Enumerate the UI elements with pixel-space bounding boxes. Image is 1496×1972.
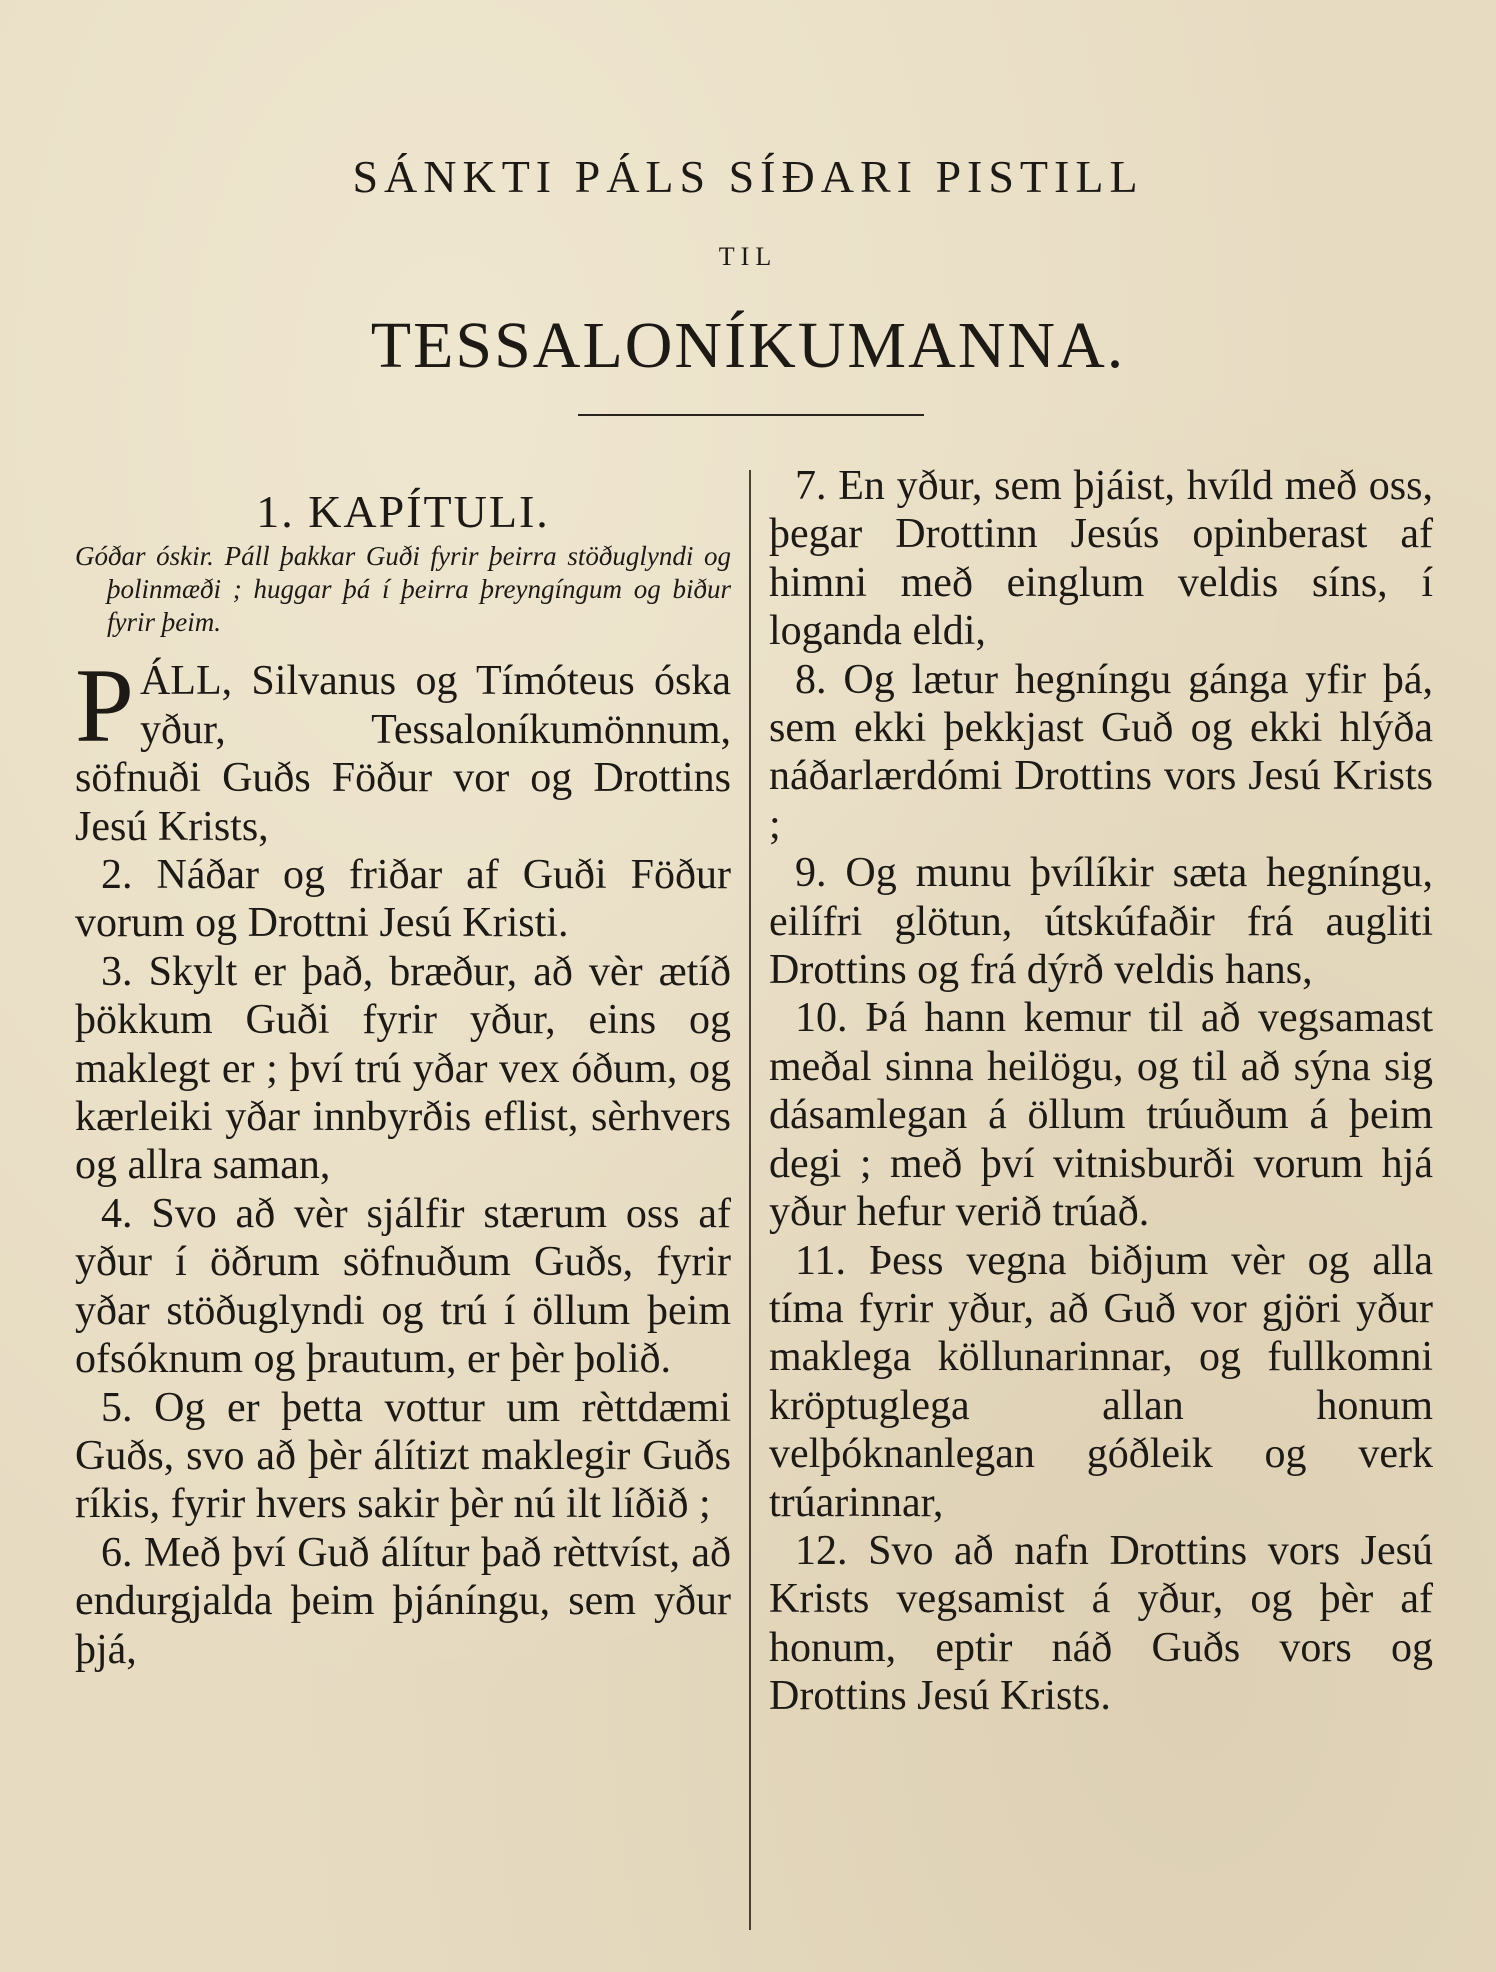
title-til: TIL: [718, 242, 778, 271]
verse-1-text: ÁLL, Silvanus og Tímóteus óska yður, Tessaloníkumönnum, söfnuði Guðs Föður vor og Drottins Jesú Krists,: [75, 658, 731, 850]
column-divider: [749, 470, 751, 1930]
recipient-title: TESSALONÍKUMANNA.: [370, 309, 1126, 382]
verse-7: 7. En yður, sem þjáist, hvíld með oss, þegar Drottinn Jesús opinberast af himni með einglum veldis síns, í loganda eldi,: [769, 463, 1433, 655]
verse-2: 2. Náðar og friðar af Guði Föður vorum og Drottni Jesú Kristi.: [75, 852, 731, 947]
right-column: [769, 462, 1433, 1721]
drop-cap: P: [75, 647, 134, 765]
chapter-heading: 1. KAPÍTULI.: [256, 486, 550, 537]
verse-4: 4. Svo að vèr sjálfir stærum oss af yður í öðrum söfnuðum Guðs, fyrir yðar stöðuglyndi og trú í öllum þeim ofsóknum og þrautum, er þèr þolið.: [75, 1190, 731, 1383]
left-column: [75, 462, 731, 1674]
verse-8: 8. Og lætur hegníngu gánga yfir þá, sem ekki þekkjast Guð og ekki hlýða náðarlærdómi Drottins vors Jesú Krists ;: [769, 656, 1433, 848]
verse-10: 10. Þá hann kemur til að vegsamast meðal sinna heilögu, og til að sýna sig dásamlegan á öllum trúuðum á þeim degi ; með því vitnisburði vorum hjá yður hefur verið trúað.: [769, 995, 1433, 1236]
verse-6: 6. Með því Guð álítur það rèttvíst, að endurgjalda þeim þjáníngu, sem yður þjá,: [75, 1529, 731, 1673]
verse-1: [75, 647, 731, 851]
verse-5: 5. Og er þetta vottur um rèttdæmi Guðs, svo að þèr álítizt maklegir Guðs ríkis, fyrir hvers sakir þèr nú ilt líðið ;: [75, 1384, 731, 1528]
verse-9: 9. Og munu þvílíkir sæta hegníngu, eilífri glötun, útskúfaðir frá augliti Drottins og frá dýrð veldis hans,: [769, 850, 1433, 994]
verse-12: 12. Svo að nafn Drottins vors Jesú Krists vegsamist á yður, og þèr af honum, eptir náð Guðs vors og Drottins Jesú Krists.: [769, 1527, 1433, 1720]
epistle-title: SÁNKTI PÁLS SÍÐARI PISTILL: [352, 151, 1144, 202]
verse-11: 11. Þess vegna biðjum vèr og alla tíma fyrir yður, að Guð vor gjöri yður maklega köllunarinnar, og fullkomni kröptuglega allan honum velþóknanlegan góðleik og verk trúarinnar,: [769, 1237, 1433, 1526]
verse-3: 3. Skylt er það, bræður, að vèr ætíð þökkum Guði fyrir yður, eins og maklegt er ; því trú yðar vex óðum, og kærleiki yðar innbyrðis eflist, sèrhvers og allra saman,: [75, 948, 731, 1189]
chapter-summary: Góðar óskir. Páll þakkar Guði fyrir þeirra stöðuglyndi og þolinmæði ; huggar þá í þeirra þreyngíngum og biður fyrir þeim.: [75, 541, 731, 638]
title-divider: [578, 414, 924, 416]
